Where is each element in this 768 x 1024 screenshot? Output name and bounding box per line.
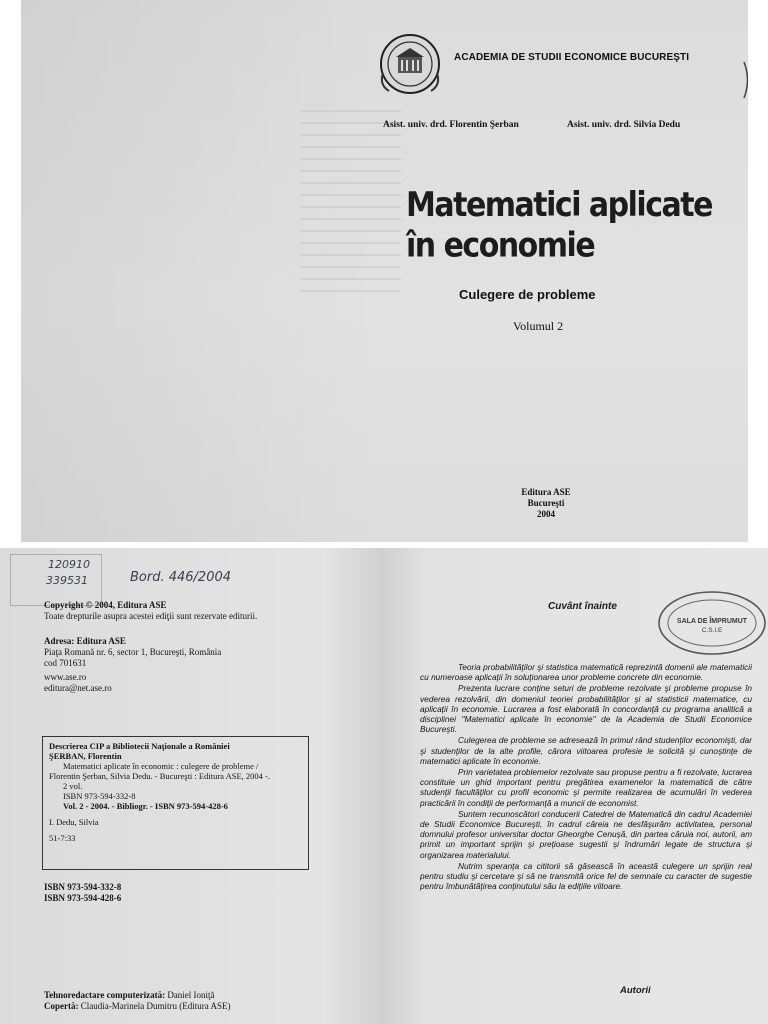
cover-credit-name: Claudia-Marinela Dumitru (Editura ASE)	[80, 1001, 231, 1011]
typesetting-name: Daniel Ioniţă	[167, 990, 215, 1000]
book-title	[406, 186, 712, 267]
postal-code: cod 701631	[44, 658, 87, 668]
publisher-name: Editura ASE	[521, 487, 571, 497]
cip-classification: 51-7:33	[49, 833, 76, 843]
handwritten-inventory-number: 120910	[48, 558, 90, 571]
publication-year: 2004	[537, 509, 555, 519]
cip-description-box	[42, 736, 309, 870]
isbn-line-1: ISBN 973-594-332-8	[44, 882, 122, 892]
ase-logo-icon	[379, 33, 441, 95]
publisher-city: Bucureşti	[527, 498, 565, 508]
preface-title: Cuvânt înainte	[548, 601, 617, 612]
cip-responsibility: Florentin Şerban, Silvia Dedu. - Bucureşti : Editura ASE, 2004 -.	[49, 771, 270, 781]
stamp-subtext: C.S.I.E	[701, 627, 723, 634]
preface-paragraph: Teoria probabilităţilor şi statistica matematică reprezintă domenii ale matematicii cu numeroase aplicaţii în soluţionarea unor probleme concrete din economie.	[420, 662, 752, 683]
cip-vol-info: Vol. 2 - 2004. - Bibliogr. - ISBN 973-594-428-6	[63, 801, 228, 811]
cover-page-photo	[21, 0, 748, 542]
copyright-line: Copyright © 2004, Editura ASE	[44, 600, 167, 610]
preface-paragraph: Prin varietatea problemelor rezolvate sau propuse pentru a fi rezolvate, lucrarea constituie un ghid important pentru pregătirea examenelor la matematică de către studenţii facultăţilor cu profil economic şi permite realizarea de acumulări în vederea practicării în condiţii de performanţă a muncii de economist.	[420, 767, 752, 808]
cip-isbn: ISBN 973-594-332-8	[63, 791, 136, 801]
preface-body	[420, 662, 752, 892]
cip-coauthor: I. Dedu, Silvia	[49, 817, 99, 827]
address-label: Adresa: Editura ASE	[44, 636, 126, 646]
cip-author: ŞERBAN, Florentin	[49, 751, 122, 761]
cip-heading: Descrierea CIP a Bibliotecii Naţionale a României	[49, 741, 230, 751]
handwritten-shelf-mark: Bord. 446/2004	[130, 570, 232, 585]
email: editura@net.ase.ro	[44, 683, 112, 693]
preface-page	[380, 548, 768, 1024]
institution-name: ACADEMIA DE STUDII ECONOMICE BUCUREŞTI	[454, 52, 690, 63]
title-line-1: Matematici aplicate	[406, 186, 712, 226]
address-line: Piaţa Romană nr. 6, sector 1, Bucureşti, România	[44, 647, 222, 657]
preface-paragraph: Culegerea de probleme se adresează în primul rând studenţilor economişti, dar şi studenţilor de la alte profile, cărora viitoarea profesie le solicită şi cunoştinţe de matematici aplicate în economie.	[420, 735, 752, 766]
bleed-through-text	[301, 110, 401, 302]
cip-volumes: 2 vol.	[63, 781, 83, 791]
cip-title: Matematici aplicate în economic : culegere de probleme /	[63, 761, 259, 771]
typesetting-credit	[44, 990, 215, 1001]
preface-paragraph: Suntem recunoscători conducerii Catedrei de Matematică din cadrul Academiei de Studii Economice Bucureşti, în cadrul căreia ne desfăşurăm activitatea, personal domnului profesor universitar doctor Gheorghe Cenuşă, din partea căruia noi, autorii, am primit un important sprijin şi preţioase sugestii şi îndrumări legate de structura şi organizarea materialului.	[420, 808, 752, 860]
handwritten-register-number: 339531	[46, 574, 88, 587]
volume-label: Volumul 2	[513, 319, 564, 333]
page-edge-mark	[741, 60, 748, 100]
preface-paragraph: Nutrim speranţa ca cititorii să găsească în această culegere un sprijin real pentru studiu şi cercetare şi să ne transmită orice fel de semnale cu caracter de sugestie pentru îmbunătăţirea conţinutului său la ediţiile viitoare.	[420, 860, 752, 892]
author-dedu: Asist. univ. drd. Silvia Dedu	[567, 120, 681, 130]
library-stamp-icon	[656, 588, 768, 658]
preface-paragraph: Prezenta lucrare conţine seturi de probleme rezolvate şi probleme propuse în vederea rezolvării, din domeniul teoriei probabilităţilor şi al statisticii matematice, cu aplicaţii în economie. Lucrarea a fost elaborată în concordanţă cu programa analitică a disciplinei "Matematici aplicate în economie" de la Academia de Studii Economice Bucureşti.	[420, 683, 752, 735]
inner-spread-photo	[0, 548, 768, 1024]
stamp-text: SALA DE ÎMPRUMUT	[676, 618, 748, 625]
website: www.ase.ro	[44, 672, 87, 682]
preface-signoff: Autorii	[620, 985, 651, 996]
publisher-block	[501, 487, 591, 520]
typesetting-label: Tehnoredactare computerizată:	[44, 990, 166, 1000]
cover-credit	[44, 1001, 230, 1012]
book-subtitle: Culegere de probleme	[459, 287, 596, 302]
isbn-line-2: ISBN 973-594-428-6	[44, 893, 122, 903]
cover-credit-label: Copertă:	[44, 1001, 79, 1011]
title-line-2: în economie	[406, 226, 595, 266]
colophon-page	[0, 548, 380, 1024]
author-serban: Asist. univ. drd. Florentin Şerban	[383, 120, 519, 130]
rights-line: Toate drepturile asupra acestei ediţii sunt rezervate editurii.	[44, 611, 258, 621]
